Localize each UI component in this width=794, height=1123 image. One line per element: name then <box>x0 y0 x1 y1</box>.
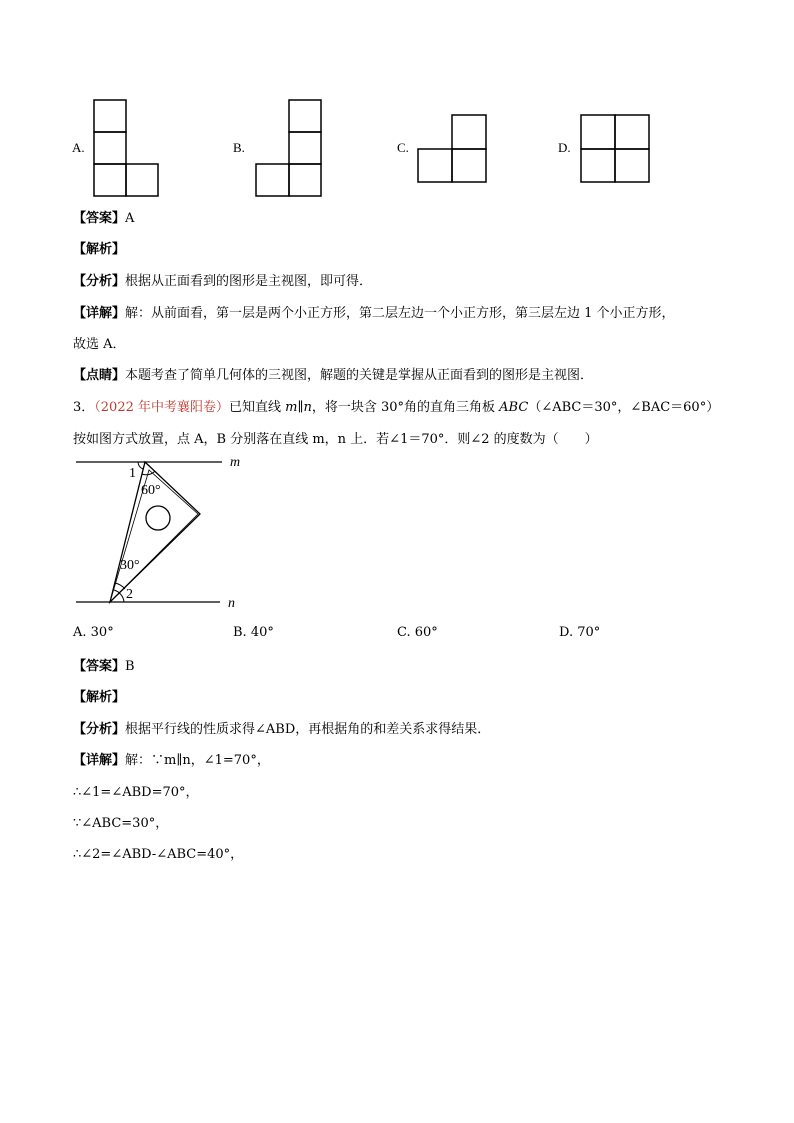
cube-face <box>581 149 615 182</box>
angle-60-label: 60° <box>141 483 161 498</box>
xiangjie-tag: 【详解】 <box>73 306 126 321</box>
option-b-figure <box>255 99 323 197</box>
dianjing-text: 本题考查了简单几何体的三视图，解题的关键是掌握从正面看到的图形是主视图． <box>125 368 594 383</box>
xiangjie-line-q3 <box>73 749 270 768</box>
angle-30-arc <box>115 583 125 589</box>
analysis-line-q3 <box>73 686 125 705</box>
q3-fenxi-tag: 【分析】 <box>73 722 126 737</box>
xiangjie-text: 解：从前面看，第一层是两个小正方形，第二层左边一个小正方形，第三层左边 1 个小正方形， <box>125 306 675 321</box>
line-n-label: n <box>228 596 235 611</box>
xiangjie-text-2: 故选 A． <box>73 337 126 352</box>
stem-part-1: 已知直线 <box>229 400 286 415</box>
dianjing-tag: 【点睛】 <box>73 368 126 383</box>
xiangjie-line-prev <box>73 302 675 321</box>
answer-tag: 【答案】 <box>73 211 126 226</box>
q3-step-1: ∴∠1=∠ABD=70°， <box>73 785 199 800</box>
q3-xiangjie-tag: 【详解】 <box>73 753 126 768</box>
option-d-figure <box>580 114 650 184</box>
stem-m: m <box>285 400 298 415</box>
stem-line-2: 按如图方式放置，点 A，B 分别落在直线 m，n 上．若∠1＝70°．则∠2 的度数为（ ） <box>73 432 598 447</box>
cube-face <box>126 164 158 196</box>
cube-face <box>289 132 321 164</box>
step-3-line <box>73 843 243 862</box>
option-b-label: B. <box>233 140 245 155</box>
step-1-line <box>73 781 199 800</box>
option-c-figure <box>417 114 488 184</box>
question-source: （2022 年中考襄阳卷） <box>94 400 229 415</box>
q3-option-b: B. 40° <box>233 625 274 640</box>
q3-answer-tag: 【答案】 <box>73 659 126 674</box>
cube-face <box>581 115 615 149</box>
xiangjie-line-prev-2 <box>73 333 126 352</box>
answer-line-q3 <box>73 655 135 674</box>
cube-face <box>289 164 321 196</box>
option-a-figure <box>93 99 159 197</box>
fenxi-line-prev <box>73 270 372 289</box>
q3-option-c: C. 60° <box>397 625 438 640</box>
stem-n: n <box>303 400 312 415</box>
angle-1-arc <box>138 462 143 469</box>
q3-answer-value: B <box>125 659 135 674</box>
cube-face <box>94 100 126 132</box>
q3-analysis-tag: 【解析】 <box>73 690 126 705</box>
answer-value: A <box>125 211 135 226</box>
q3-option-d: D. 70° <box>559 625 601 640</box>
question-3-stem-line-1 <box>73 396 719 415</box>
cube-face <box>615 115 649 149</box>
option-c-label: C. <box>397 140 409 155</box>
stem-part-3: （∠ABC＝30°，∠BAC＝60°） <box>528 400 720 415</box>
cube-face <box>418 149 452 182</box>
q3-step-2: ∵∠ABC=30°， <box>73 816 169 831</box>
q3-fenxi-text: 根据平行线的性质求得∠ABD，再根据角的和差关系求得结果． <box>125 722 491 737</box>
fenxi-text: 根据从正面看到的图形是主视图，即可得． <box>125 274 373 289</box>
cube-face <box>94 164 126 196</box>
cube-face <box>452 149 486 182</box>
question-3-figure <box>70 450 270 615</box>
cube-face <box>256 164 289 196</box>
question-3-stem-line-2 <box>73 428 598 447</box>
option-d-label: D. <box>558 140 571 155</box>
question-number: 3． <box>73 400 95 415</box>
q3-xiangjie-text: 解：∵m∥n，∠1=70°， <box>125 753 270 768</box>
stem-abc: ABC <box>499 400 529 415</box>
triangle-hole <box>146 506 170 530</box>
step-2-line <box>73 812 168 831</box>
angle-1-label: 1 <box>129 466 136 481</box>
cube-face <box>615 149 649 182</box>
cube-face <box>452 115 486 149</box>
stem-parallel: ∥ <box>297 400 304 415</box>
q3-option-a: A. 30° <box>73 625 114 640</box>
stem-part-2: ，将一块含 30°角的直角三角板 <box>311 400 500 415</box>
angle-2-label: 2 <box>126 587 133 602</box>
option-a-label: A. <box>72 140 85 155</box>
q3-step-3: ∴∠2=∠ABD-∠ABC=40°， <box>73 847 244 862</box>
cube-face <box>94 132 126 164</box>
cube-face <box>289 100 321 132</box>
dianjing-line-prev <box>73 364 593 383</box>
fenxi-tag: 【分析】 <box>73 274 126 289</box>
analysis-line-prev <box>73 238 125 257</box>
fenxi-line-q3 <box>73 718 490 737</box>
line-m-label: m <box>230 455 241 470</box>
analysis-tag: 【解析】 <box>73 242 126 257</box>
angle-30-label: 30° <box>120 558 140 573</box>
answer-line-prev <box>73 207 134 226</box>
